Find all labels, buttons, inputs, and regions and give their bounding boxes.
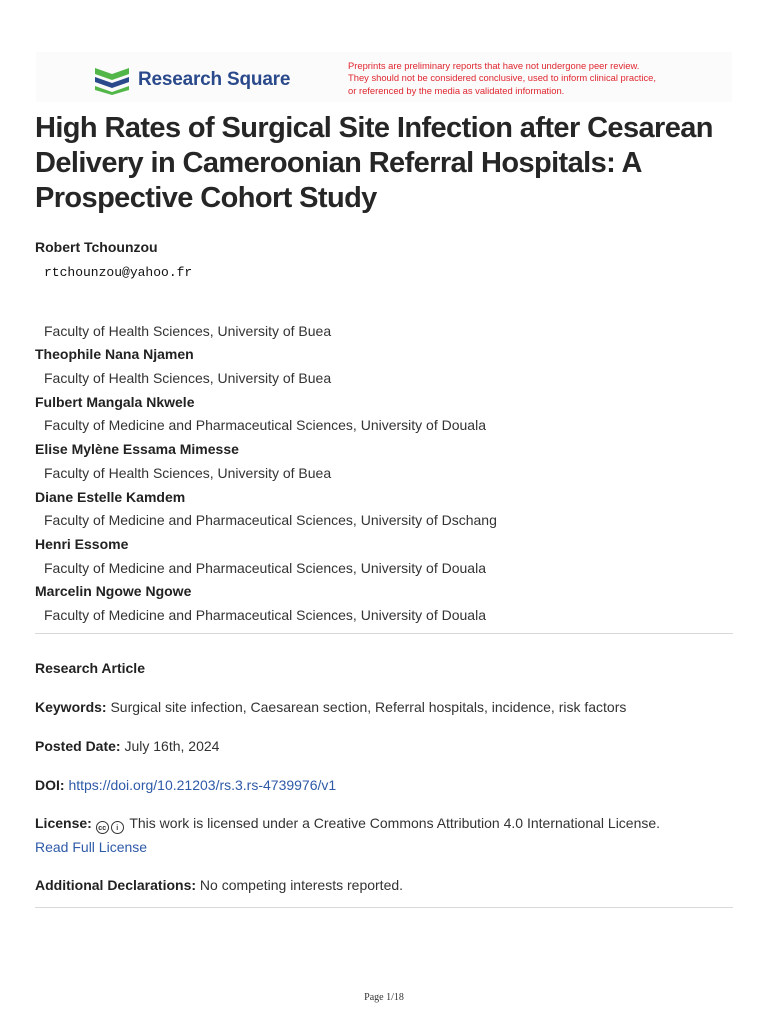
author-affiliation: Faculty of Medicine and Pharmaceutical Sciences, University of Douala — [44, 417, 486, 434]
author-list — [35, 237, 735, 629]
author-affiliation: Faculty of Health Sciences, University of Buea — [44, 370, 332, 387]
author-name: Diane Estelle Kamdem — [35, 488, 186, 505]
doi-label: DOI: — [35, 777, 65, 793]
cc-icon: cc — [96, 821, 109, 834]
declarations-label: Additional Declarations: — [35, 877, 197, 893]
section-divider — [35, 907, 733, 908]
author-email[interactable]: rtchounzou@yahoo.fr — [44, 264, 193, 280]
author-affiliation: Faculty of Medicine and Pharmaceutical Sciences, University of Dschang — [44, 512, 497, 529]
keywords-value: Surgical site infection, Caesarean section, Referral hospitals, incidence, risk factors — [110, 699, 627, 715]
posted-date-row — [35, 738, 219, 754]
author-affiliation: Faculty of Health Sciences, University of Buea — [44, 322, 332, 339]
author-affiliation: Faculty of Health Sciences, University of Buea — [44, 464, 332, 481]
keywords-label: Keywords: — [35, 699, 107, 715]
declarations-value: No competing interests reported. — [199, 877, 404, 893]
disclaimer-line: Preprints are preliminary reports that have not undergone peer review. — [348, 60, 640, 71]
author-affiliation: Faculty of Medicine and Pharmaceutical Sciences, University of Douala — [44, 606, 486, 623]
paper-title: High Rates of Surgical Site Infection after Cesarean Delivery in Cameroonian Referral Hospitals: A Prospective Cohort Study — [35, 112, 713, 214]
author-name: Theophile Nana Njamen — [35, 346, 194, 363]
logo-text: Research Square — [138, 69, 291, 90]
license-row — [35, 815, 660, 834]
posted-date-value: July 16th, 2024 — [124, 738, 220, 754]
license-label: License: — [35, 815, 92, 831]
author-name: Fulbert Mangala Nkwele — [35, 393, 195, 410]
keywords-row — [35, 699, 626, 715]
author-name: Henri Essome — [35, 535, 129, 552]
article-type: Research Article — [35, 660, 145, 676]
by-icon: i — [111, 821, 124, 834]
research-square-logo-icon — [94, 65, 130, 95]
author-name: Marcelin Ngowe Ngowe — [35, 583, 192, 600]
disclaimer-line: They should not be considered conclusive, used to inform clinical practice, — [348, 72, 656, 84]
disclaimer-line: or referenced by the media as validated information. — [348, 84, 565, 96]
author-name: Elise Mylène Essama Mimesse — [35, 441, 239, 458]
preprint-disclaimer — [348, 60, 708, 97]
author-affiliation: Faculty of Medicine and Pharmaceutical Sciences, University of Douala — [44, 559, 486, 576]
declarations-row — [35, 877, 403, 893]
author-name: Robert Tchounzou — [35, 239, 158, 255]
doi-row — [35, 777, 336, 793]
section-divider — [35, 633, 733, 634]
doi-link[interactable]: https://doi.org/10.21203/rs.3.rs-4739976/v1 — [68, 777, 337, 793]
license-value: This work is licensed under a Creative Commons Attribution 4.0 International License. — [129, 815, 661, 831]
posted-date-label: Posted Date: — [35, 738, 121, 754]
page-number: Page 1/18 — [364, 992, 404, 1003]
read-full-license-link[interactable]: Read Full License — [35, 839, 148, 855]
research-square-logo[interactable] — [94, 64, 290, 96]
